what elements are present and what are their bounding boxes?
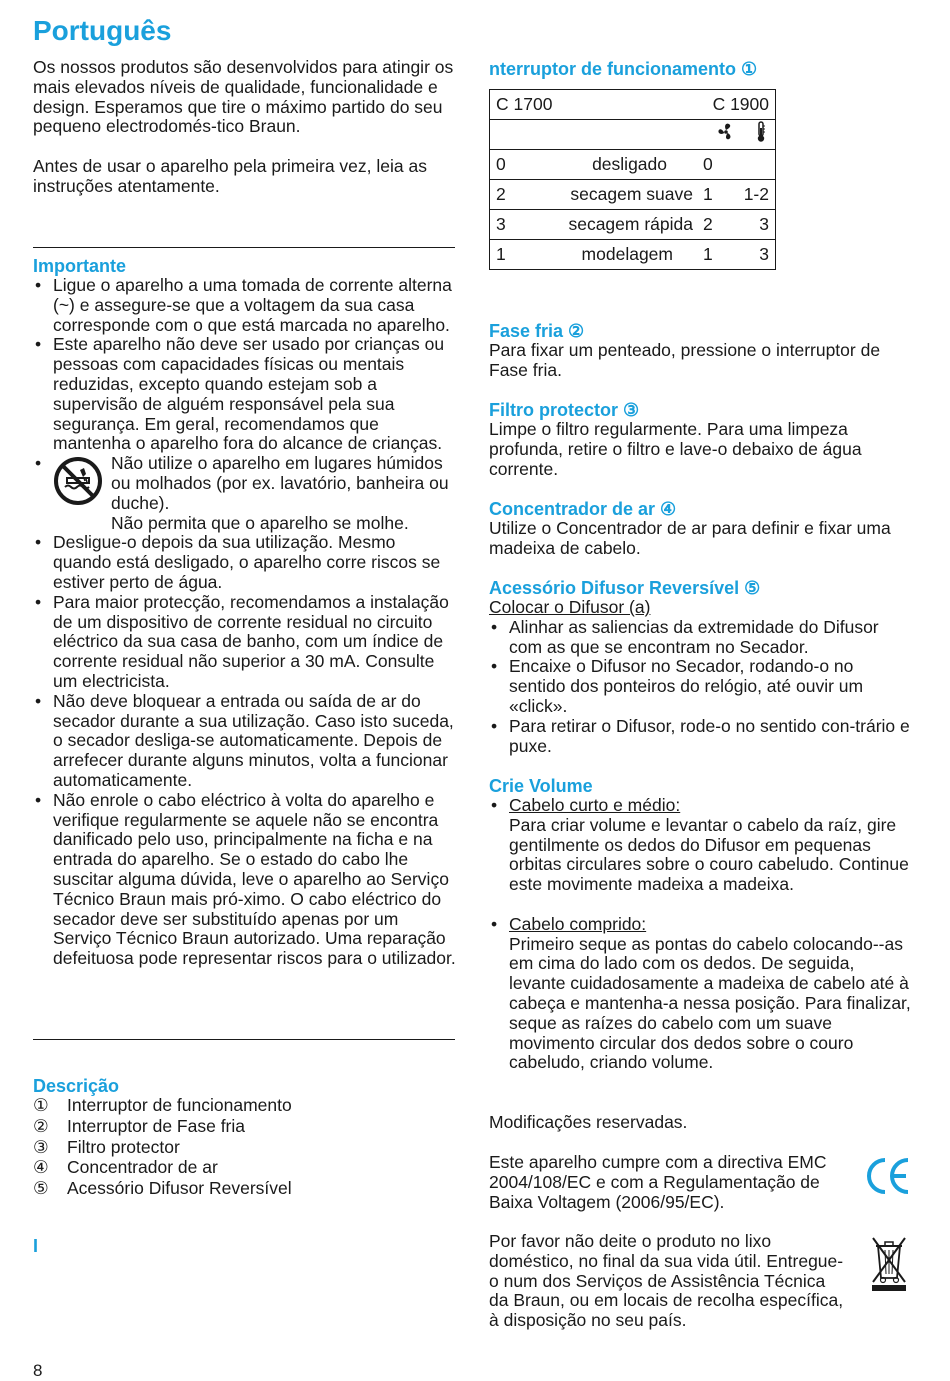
table-row [490, 90, 776, 120]
ce-mark-icon [866, 1156, 912, 1201]
volume-section [489, 776, 914, 1073]
list-item: • Alinhar as saliencias da extremidade do Difusor com as que se encontram no Secador. [489, 618, 914, 658]
list-item: • Não deve bloquear a entrada ou saída de ar do secador durante a sua utilização. Caso isto suceda, o secador desliga-se automaticamente. Depois de arrefecer durante alguns minutos, volta a funcionar automaticamente. [33, 692, 458, 791]
list-item [489, 796, 914, 895]
filtro-text: Limpe o filtro regularmente. Para uma limpeza profunda, retire o filtro e lave-o debaixo de água corrente. [489, 419, 862, 479]
list-item: • Desligue-o depois da sua utilização. Mesmo quando está desligado, o aparelho corre riscos se estiver perto de água. [33, 533, 458, 592]
importante-heading: Importante [33, 256, 127, 276]
modificacoes: Modificações reservadas. [489, 1112, 688, 1132]
switch-settings-table [489, 89, 776, 270]
descricao-item: ② Interruptor de Fase fria [33, 1115, 245, 1137]
list-item: • Encaixe o Difusor no Secador, rodando-o no sentido dos ponteiros do relógio, até ouvir um «click». [489, 657, 914, 716]
page-title: Português [33, 15, 172, 46]
concentrador-section [489, 499, 914, 559]
table-row [490, 120, 776, 150]
table-row: 2 secagem suave 1 1-2 [490, 180, 776, 210]
table-header-c1900: C 1900 [697, 90, 776, 120]
intro [33, 58, 458, 197]
list-item: • Para retirar o Difusor, rode-o no sentido con-trário e puxe. [489, 717, 914, 757]
ce-text: Este aparelho cumpre com a directiva EMC 2004/108/EC e com a Regulamentação de Baixa Voltagem (2006/95/EC). [489, 1152, 827, 1212]
weee-text: Por favor não deite o produto no lixo doméstico, no final da sua vida útil. Entregue-o num dos Serviços de Assistência Técnica da Braun, ou em locais de recolha específica, à disposição no seu país. [489, 1231, 844, 1331]
divider [33, 1039, 455, 1040]
descricao-item: ① Interruptor de funcionamento [33, 1095, 292, 1116]
long-hair-title: Cabelo comprido: [509, 913, 647, 934]
list-item: • Para maior protecção, recomendamos a instalação de um dispositivo de corrente residual no circuito eléctrico da sua casa de banho, com um índice de corrente residual não superior a 30 mA. Consulte um electricista. [33, 593, 458, 692]
concentrador-text: Utilize o Concentrador de ar para definir e fixar uma madeixa de cabelo. [489, 518, 891, 558]
fase-fria-text: Para fixar um penteado, pressione o interruptor de Fase fria. [489, 340, 881, 380]
fase-fria-heading: Fase fria ② [489, 321, 585, 341]
interruptor-heading: nterruptor de funcionamento ① [489, 59, 758, 79]
volume-list [489, 796, 914, 1073]
thermometer-icon [755, 121, 767, 148]
short-hair-text: Para criar volume e levantar o cabelo da raíz, gire gentilmente os dedos do Difusor em pequenas orbitas circulares sobre o couro cabeludo. Continue este movimente madeixa a madeixa. [509, 814, 909, 895]
page-number: 8 [33, 1361, 43, 1380]
volume-heading: Crie Volume [489, 776, 593, 796]
importante-list [33, 276, 458, 969]
list-item: • Não enrole o cabo eléctrico à volta do aparelho e verifique regularmente se aquele não se encontra danificado pelo uso, principalmente na ficha e na entrada do aparelho. Se o estado do cabo lhe suscitar alguma dúvida, leve o aparelho ao Serviço Técnico Braun mais pró-ximo. O cabo eléctrico do secador deve ser substituído apenas por um Serviço Técnico Braun autorizado. Uma reparação defeituosa pode representar riscos para o utilizador. [33, 791, 458, 969]
difusor-heading: Acessório Difusor Reversível ⑤ [489, 578, 761, 598]
filtro-heading: Filtro protector ③ [489, 400, 640, 420]
fase-fria-section [489, 321, 914, 381]
fan-icon [716, 122, 736, 147]
intro-paragraph-1: Os nossos produtos são desenvolvidos para atingir os mais elevados níveis de qualidade, funcionalidade e design. Esperamos que tire o máximo partido do seu pequeno electrodomés-tico Braun. [33, 57, 454, 137]
footer-heading-fragment: I [33, 1236, 39, 1256]
filtro-section [489, 400, 914, 479]
descricao-heading: Descrição [33, 1076, 120, 1096]
list-item: • Este aparelho não deve ser usado por crianças ou pessoas com capacidades físicas ou mentais reduzidas, excepto quando estejam sob a supervisão de alguém responsável pela sua segurança. Em geral, recomendamos que mantenha o aparelho fora do alcance de crianças. [33, 335, 458, 454]
table-header-c1700: C 1700 [490, 90, 698, 120]
short-hair-title: Cabelo curto e médio: [509, 795, 681, 815]
water-warning-text-2: Não permita que o aparelho se molhe. [111, 512, 409, 533]
importante-section [33, 256, 458, 969]
concentrador-heading: Concentrador de ar ④ [489, 499, 677, 519]
long-hair-text: Primeiro seque as pontas do cabelo colocando--as em cima do lado com os dedos. De seguida, levante cuidadosamente a madeixa de cabelo até à cabeça e mantenha-a nessa posição. Para finalizar, seque as raízes do cabelo com um suave movimento circular dos dedos sobre o couro cabeludo, criando volume. [509, 933, 911, 1073]
crossed-bin-icon [870, 1234, 908, 1297]
intro-paragraph-2: Antes de usar o aparelho pela primeira vez, leia as instruções atentamente. [33, 155, 427, 196]
water-warning-text: Não utilize o aparelho em lugares húmidos ou molhados (por ex. lavatório, banheira ou duche). [111, 453, 449, 513]
difusor-section [489, 578, 914, 756]
divider [33, 247, 455, 248]
difusor-subheading: Colocar o Difusor (a) [489, 597, 651, 617]
list-item [489, 915, 914, 1073]
table-row: 0 desligado 0 [490, 150, 776, 180]
descricao-item: ⑤ Acessório Difusor Reversível [33, 1178, 292, 1200]
list-item-water-warning [33, 454, 458, 533]
descricao-item: ④ Concentrador de ar [33, 1157, 218, 1179]
list-item: • Ligue o aparelho a uma tomada de corrente alterna (~) e assegure-se que a voltagem da sua casa corresponde com o que está marcada no aparelho. [33, 276, 458, 335]
table-row: 3 secagem rápida 2 3 [490, 210, 776, 240]
descricao-item: ③ Filtro protector [33, 1136, 180, 1158]
table-row: 1 modelagem 1 3 [490, 240, 776, 270]
no-water-icon [53, 456, 103, 506]
descricao-section [33, 1076, 458, 1200]
difusor-list [489, 618, 914, 757]
